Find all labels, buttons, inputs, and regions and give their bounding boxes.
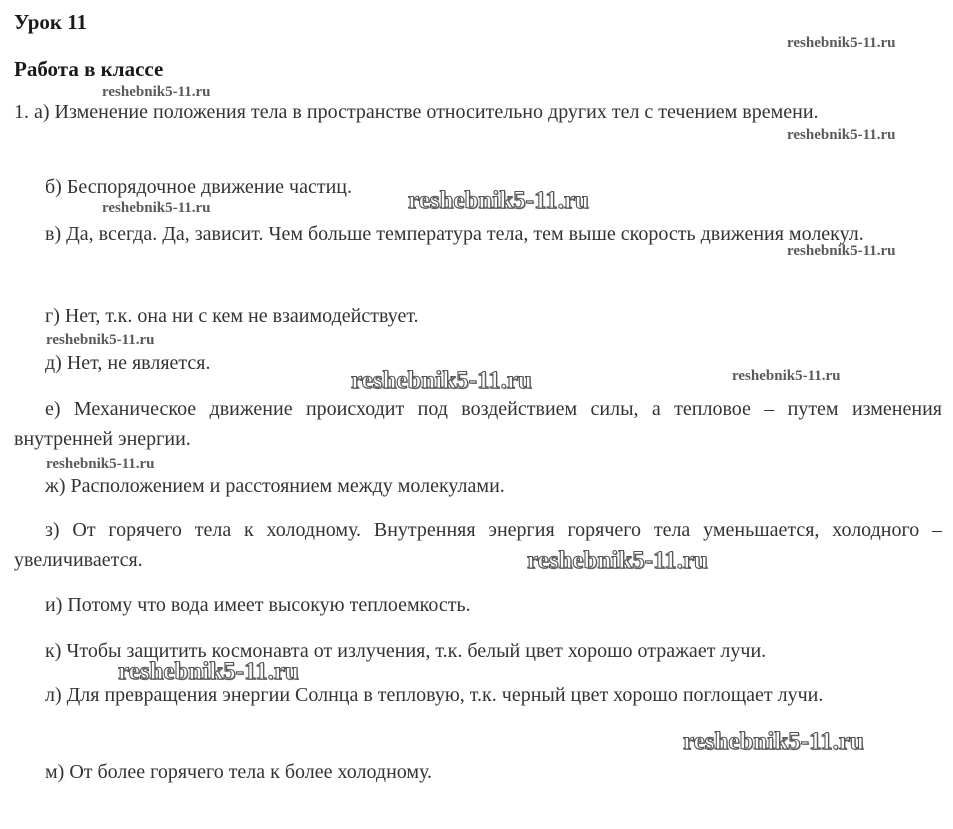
watermark: reshebnik5-11.ru	[787, 35, 896, 51]
watermark: reshebnik5-11.ru	[102, 84, 211, 100]
watermark: reshebnik5-11.ru	[351, 367, 532, 394]
watermark: reshebnik5-11.ru	[787, 243, 896, 259]
lesson-title: Урок 11	[14, 10, 88, 34]
answer-v: в) Да, всегда. Да, зависит. Чем больше температура тела, тем выше скорость движения молекул.	[45, 223, 864, 245]
watermark: reshebnik5-11.ru	[46, 456, 155, 472]
watermark: reshebnik5-11.ru	[46, 332, 155, 348]
answer-b: б) Беспорядочное движение частиц.	[45, 176, 353, 198]
answer-g: г) Нет, т.к. она ни с кем не взаимодействует.	[45, 305, 419, 327]
answer-k: к) Чтобы защитить космонавта от излучения, т.к. белый цвет хорошо отражает лучи.	[45, 640, 767, 662]
watermark: reshebnik5-11.ru	[118, 658, 299, 685]
answer-l: л) Для превращения энергии Солнца в тепловую, т.к. черный цвет хорошо поглощает лучи.	[45, 684, 824, 706]
watermark: reshebnik5-11.ru	[102, 200, 211, 216]
answer-d: д) Нет, не является.	[45, 352, 211, 374]
answer-zh: ж) Расположением и расстоянием между молекулами.	[45, 475, 505, 497]
answer-m: м) От более горячего тела к более холодному.	[45, 761, 433, 783]
watermark: reshebnik5-11.ru	[732, 368, 841, 384]
watermark: reshebnik5-11.ru	[527, 547, 708, 574]
watermark: reshebnik5-11.ru	[787, 127, 896, 143]
section-title: Работа в классе	[14, 57, 164, 81]
watermark: reshebnik5-11.ru	[683, 728, 864, 755]
answer-z: з) От горячего тела к холодному. Внутренняя энергия горячего тела уменьшается, холодного – увеличивается.	[14, 519, 942, 571]
watermark: reshebnik5-11.ru	[408, 187, 589, 214]
answer-e: е) Механическое движение происходит под воздействием силы, а тепловое – путем изменения внутренней энергии.	[14, 398, 942, 450]
answer-i: и) Потому что вода имеет высокую теплоемкость.	[45, 594, 471, 616]
answer-a: 1. а) Изменение положения тела в пространстве относительно других тел с течением времени.	[14, 101, 819, 123]
